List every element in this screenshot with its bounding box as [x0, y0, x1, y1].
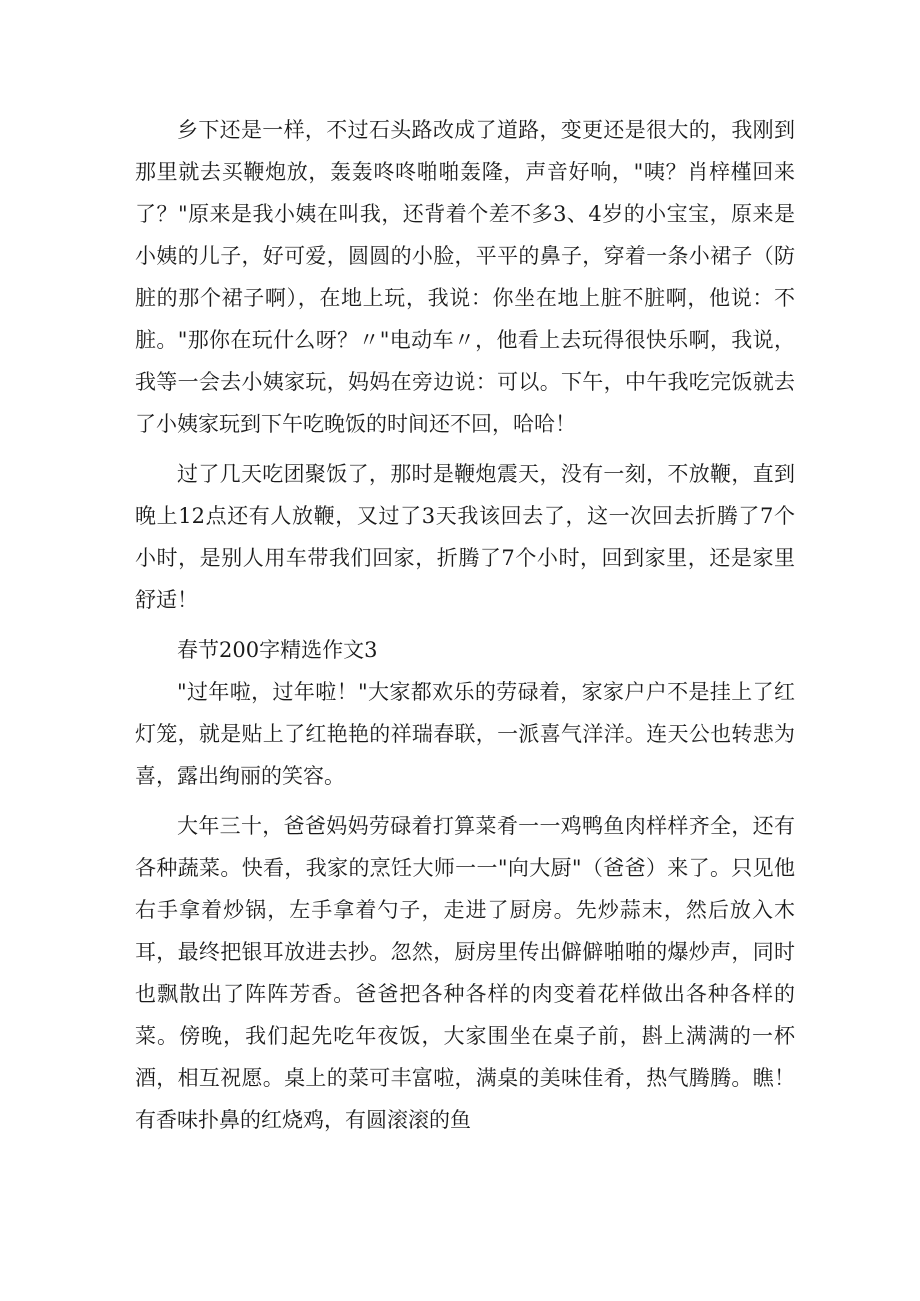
paragraph-4: 大年三十，爸爸妈妈劳碌着打算菜肴一一鸡鸭鱼肉样样齐全，还有各种蔬菜。快看，我家的烹饪大师一一"向大厨"（爸爸）来了。只见他右手拿着炒锅，左手拿着勺子，走进了厨房。先炒蒜末，然后放入木耳，最终把银耳放进去抄。忽然，厨房里传出僻僻啪啪的爆炒声，同时也飘散出了阵阵芳香。爸爸把各种各样的肉变着花样做出各种各样的菜。傍晚，我们起先吃年夜饭，大家围坐在桌子前，斟上满满的一杯酒，相互祝愿。桌上的菜可丰富啦，满桌的美味佳肴，热气腾腾。瞧！有香味扑鼻的红烧鸡，有圆滚滚的鱼: [135, 814, 795, 1132]
paragraph-3: "过年啦，过年啦！"大家都欢乐的劳碌着，家家户户不是挂上了红灯笼，就是贴上了红艳艳的祥瑞春联，一派喜气洋洋。连天公也转悲为喜，露出绚丽的笑容。: [135, 680, 795, 788]
article-body: [135, 109, 795, 1141]
paragraph-1: 乡下还是一样，不过石头路改成了道路，变更还是很大的，我刚到那里就去买鞭炮放，轰轰咚咚啪啪轰隆，声音好响，"咦？肖梓槿回来了？"原来是我小姨在叫我，还背着个差不多3、4岁的小宝宝，原来是小姨的儿子，好可爱，圆圆的小脸，平平的鼻子，穿着一条小裙子（防脏的那个裙子啊），在地上玩，我说：你坐在地上脏不脏啊，他说：不脏。"那你在玩什么呀？〃"电动车〃，他看上去玩得很快乐啊，我说，我等一会去小姨家玩，妈妈在旁边说：可以。下午，中午我吃完饭就去了小姨家玩到下午吃晚饭的时间还不回，哈哈！: [135, 118, 795, 436]
section-heading: 春节200字精选作文3: [177, 638, 378, 662]
paragraph-2: 过了几天吃团聚饭了，那时是鞭炮震天，没有一刻，不放鞭，直到晚上12点还有人放鞭，又过了3天我该回去了，这一次回去折腾了7个小时，是别人用车带我们回家，折腾了7个小时，回到家里，还是家里舒适！: [135, 462, 795, 612]
